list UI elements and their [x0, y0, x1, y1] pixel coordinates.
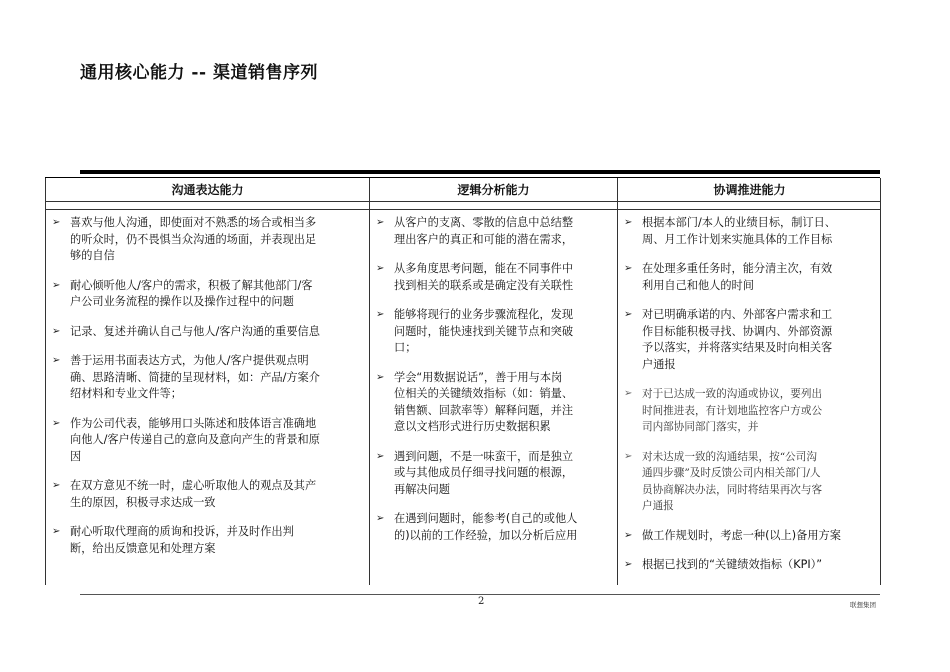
arrow-bullet-icon: ➢ [376, 263, 385, 274]
text-line: 意以文档形式进行历史数据积累 [394, 420, 551, 433]
text-line: 记录、复述并确认自己与他人/客户沟通的重要信息 [70, 324, 320, 338]
list-item-text [642, 215, 836, 248]
text-line: 的听众时，仍不畏惧当众沟通的场面，并表现出足 [70, 232, 317, 246]
header-spacer [46, 202, 369, 210]
text-line: 遇到问题，不是一味蛮干，而是独立 [394, 449, 574, 463]
list-item-text [642, 386, 822, 436]
text-line: 户通报 [642, 357, 676, 371]
list-item-text [642, 261, 832, 294]
arrow-bullet-icon: ➢ [624, 309, 633, 320]
list-item [624, 528, 875, 545]
column-coordination [617, 178, 881, 585]
text-line: 户公司业务流程的操作以及操作过程中的问题 [70, 295, 294, 308]
list-item-text [642, 449, 822, 515]
column-header: 协调推进能力 [618, 178, 881, 202]
arrow-bullet-icon: ➢ [52, 355, 61, 366]
column-logical-analysis [369, 178, 617, 585]
text-line: 利用自己和他人的时间 [642, 278, 754, 292]
list-item-text [394, 511, 577, 544]
bullet-list [370, 210, 617, 544]
arrow-bullet-icon: ➢ [52, 325, 61, 337]
text-line: 耐心倾听他人/客户的需求，积极了解其他部门/客 [70, 278, 313, 292]
text-line: 从多角度思考问题，能在不同事件中 [394, 262, 574, 275]
text-line: 确、思路清晰、简捷的呈现材料，如：产品/方案介 [70, 370, 320, 384]
arrow-bullet-icon: ➢ [52, 217, 61, 228]
text-line: 因 [70, 449, 82, 463]
list-item [52, 478, 363, 511]
text-line: 能够将现行的业务步骤流程化，发现 [394, 308, 574, 321]
arrow-bullet-icon: ➢ [376, 217, 385, 228]
text-line: 位相关的关键绩效指标（如：销量、 [394, 387, 574, 400]
list-item-text [70, 478, 316, 511]
list-item [624, 449, 875, 515]
text-line: 从客户的支离、零散的信息中总结整 [394, 216, 574, 229]
text-line: 在双方意见不统一时，虚心听取他人的观点及其产 [70, 479, 317, 492]
arrow-bullet-icon: ➢ [52, 279, 61, 291]
company-name: 联想集团 [850, 601, 876, 609]
text-line: 够的自信 [70, 249, 115, 262]
list-item-text [394, 449, 573, 499]
list-item [376, 449, 611, 499]
list-item [52, 215, 363, 265]
list-item-text [394, 307, 573, 357]
arrow-bullet-icon: ➢ [52, 417, 61, 429]
text-line: 喜欢与他人沟通，即使面对不熟悉的场合或相当多 [70, 216, 317, 229]
list-item-text [70, 416, 320, 466]
list-item [624, 215, 875, 248]
title-divider-thick [80, 170, 880, 174]
text-line: 在处理多重任务时，能分清主次，有效 [642, 262, 833, 275]
arrow-bullet-icon: ➢ [52, 480, 61, 491]
arrow-bullet-icon: ➢ [376, 371, 385, 383]
text-line: 理出客户的真正和可能的潜在需求， [394, 232, 574, 246]
footer-divider [80, 594, 880, 595]
text-line: 问题时，能快速找到关键节点和突破 [394, 324, 574, 338]
header-spacer [370, 202, 617, 210]
text-line: 向他人/客户传递自己的意向及意向产生的背景和原 [70, 433, 320, 446]
text-line: 做工作规划时，考虑一种(以上)备用方案 [642, 528, 841, 542]
list-item [52, 524, 363, 557]
list-item-text [394, 261, 573, 294]
text-line: 户通报 [642, 500, 674, 512]
text-line: 生的原因，积极寻求达成一致 [70, 495, 216, 509]
arrow-bullet-icon: ➢ [624, 529, 633, 541]
header-spacer [618, 202, 881, 210]
list-item-text [70, 278, 312, 311]
list-item [624, 307, 875, 373]
arrow-bullet-icon: ➢ [624, 217, 633, 228]
list-item [376, 307, 611, 357]
list-item-text [70, 215, 316, 265]
column-communication [46, 178, 369, 585]
text-line: 对已明确承诺的内、外部客户需求和工 [642, 308, 833, 321]
list-item [52, 416, 363, 466]
text-line: 再解决问题 [394, 482, 450, 496]
text-line: 员协商解决办法，同时将结果再次与客 [642, 483, 823, 496]
arrow-bullet-icon: ➢ [376, 309, 385, 320]
text-line: 善于运用书面表达方式，为他人/客户提供观点明 [70, 354, 309, 367]
page-number: 2 [478, 596, 485, 607]
arrow-bullet-icon: ➢ [624, 263, 633, 274]
list-item [624, 261, 875, 294]
text-line: 绍材料和专业文件等； [70, 387, 182, 400]
list-item [52, 324, 363, 341]
text-line: 找到相关的联系或是确定没有关联性 [394, 278, 574, 292]
text-line: 司内部协同部门落实，并 [642, 421, 759, 433]
list-item [52, 278, 363, 311]
competency-table [45, 178, 881, 585]
list-item-text [642, 557, 822, 574]
list-item [376, 370, 611, 436]
text-line: 时间推进表，有计划地监控客户方或公 [642, 404, 823, 417]
text-line: 根据本部门/本人的业绩目标，制订日、 [642, 216, 836, 229]
column-header: 逻辑分析能力 [370, 178, 617, 202]
text-line: 在遇到问题时，能参考(自己的或他人 [394, 512, 578, 525]
arrow-bullet-icon: ➢ [624, 450, 633, 462]
text-line: 耐心听取代理商的质询和投诉，并及时作出判 [70, 525, 294, 538]
list-item [52, 353, 363, 403]
list-item-text [642, 307, 832, 373]
arrow-bullet-icon: ➢ [624, 559, 633, 570]
text-line: 通四步骤”及时反馈公司内相关部门/人 [642, 467, 821, 479]
list-item [376, 511, 611, 544]
bullet-list [46, 210, 369, 557]
text-line: 作目标能积极寻找、协调内、外部资源 [642, 324, 833, 338]
text-line: 口； [394, 341, 417, 354]
text-line: 周、月工作计划来实施具体的工作目标 [642, 232, 833, 246]
list-item [624, 557, 875, 574]
column-header: 沟通表达能力 [46, 178, 369, 202]
page-title: 通用核心能力 -- 渠道销售序列 [80, 63, 318, 83]
arrow-bullet-icon: ➢ [376, 513, 385, 524]
bullet-list [618, 210, 881, 574]
list-item-text [394, 370, 573, 436]
text-line: 作为公司代表，能够用口头陈述和肢体语言准确地 [70, 416, 317, 430]
text-line: 对于已达成一致的沟通或协议，要列出 [642, 388, 823, 400]
list-item-text [394, 215, 573, 248]
list-item [624, 386, 875, 436]
list-item-text [70, 524, 294, 557]
arrow-bullet-icon: ➢ [376, 450, 385, 462]
text-line: 予以落实，并将落实结果及时向相关客 [642, 341, 833, 354]
text-line: 根据已找到的“关键绩效指标（KPI）” [642, 558, 822, 571]
list-item-text [642, 528, 841, 545]
text-line: 或与其他成员仔细寻找问题的根源， [394, 466, 574, 479]
arrow-bullet-icon: ➢ [52, 526, 61, 537]
list-item [376, 261, 611, 294]
list-item [376, 215, 611, 248]
text-line: 的)以前的工作经验，加以分析后应用 [394, 528, 578, 542]
text-line: 销售额、回款率等）解释问题，并注 [394, 403, 574, 417]
list-item-text [70, 324, 320, 341]
list-item-text [70, 353, 320, 403]
text-line: 断，给出反馈意见和处理方案 [70, 541, 216, 555]
text-line: 对未达成一致的沟通结果，按“公司沟 [642, 450, 817, 463]
arrow-bullet-icon: ➢ [624, 388, 633, 399]
text-line: 学会“用数据说话”，善于用与本岗 [394, 370, 563, 384]
